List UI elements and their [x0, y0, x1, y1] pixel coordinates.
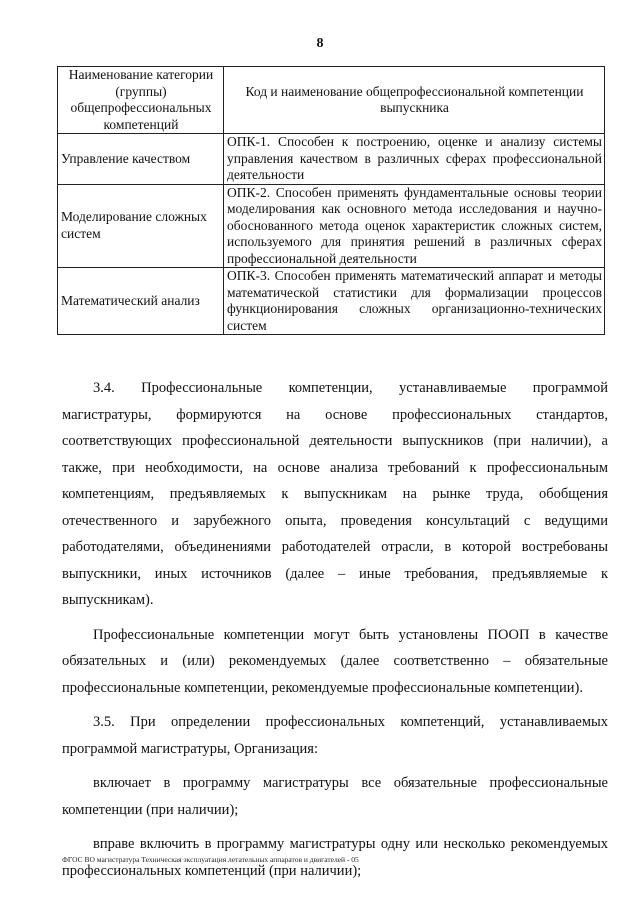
table-row — [58, 184, 605, 268]
table-row — [58, 268, 605, 335]
table-cell-competency: ОПК-1. Способен к построению, оценке и анализу системы управления качеством в различных сферах профессиональной деятельности — [224, 134, 605, 185]
paragraph: Профессиональные компетенции могут быть установлены ПООП в качестве обязательных и (или) рекомендуемых (далее соответственно – обязательные профессиональные компетенции, рекомендуемые профессиональные компетенции). — [62, 626, 608, 696]
paragraph: вправе включить в программу магистратуры одну или несколько рекомендуемых профессиональных компетенций (при наличии); — [62, 836, 608, 879]
table-row — [58, 134, 605, 185]
footer-text: ФГОС ВО магистратура Техническая эксплуатация летательных аппаратов и двигателей - 05 — [62, 855, 359, 864]
table-header-row — [58, 67, 605, 134]
table-cell-category: Управление качеством — [58, 134, 224, 185]
body-text — [62, 375, 608, 892]
table-cell-category: Математический анализ — [58, 268, 224, 335]
paragraph: 3.5. При определении профессиональных компетенций, устанавливаемых программой магистратуры, Организация: — [62, 714, 608, 757]
page-number: 8 — [316, 36, 324, 51]
table-cell-competency: ОПК-2. Способен применять фундаментальные основы теории моделирования как основного метода исследования и научно-обоснованного метода оценок характеристик сложных систем, используемого для принятия решений в различных сферах профессиональной деятельности — [224, 184, 605, 268]
table-header-competency: Код и наименование общепрофессиональной компетенции выпускника — [224, 67, 605, 134]
table-cell-category: Моделирование сложных систем — [58, 184, 224, 268]
table-header-category: Наименование категории (группы) общепрофессиональных компетенций — [58, 67, 224, 134]
competency-table — [57, 66, 605, 335]
paragraph: 3.4. Профессиональные компетенции, устанавливаемые программой магистратуры, формируются на основе профессиональных стандартов, соответствующих профессиональной деятельности выпускников (при наличии), а также, при необходимости, на основе анализа требований к профессиональным компетенциям, предъявляемых к выпускникам на рынке труда, обобщения отечественного и зарубежного опыта, проведения консультаций с ведущими работодателями, объединениями работодателей отрасли, в которой востребованы выпускники, иных источников (далее – иные требования, предъявляемые к выпускникам). — [62, 380, 608, 608]
table-cell-competency: ОПК-3. Способен применять математический аппарат и методы математической статистики для формализации процессов функционирования сложных организационно-технических систем — [224, 268, 605, 335]
paragraph: включает в программу магистратуры все обязательные профессиональные компетенции (при наличии); — [62, 775, 608, 818]
